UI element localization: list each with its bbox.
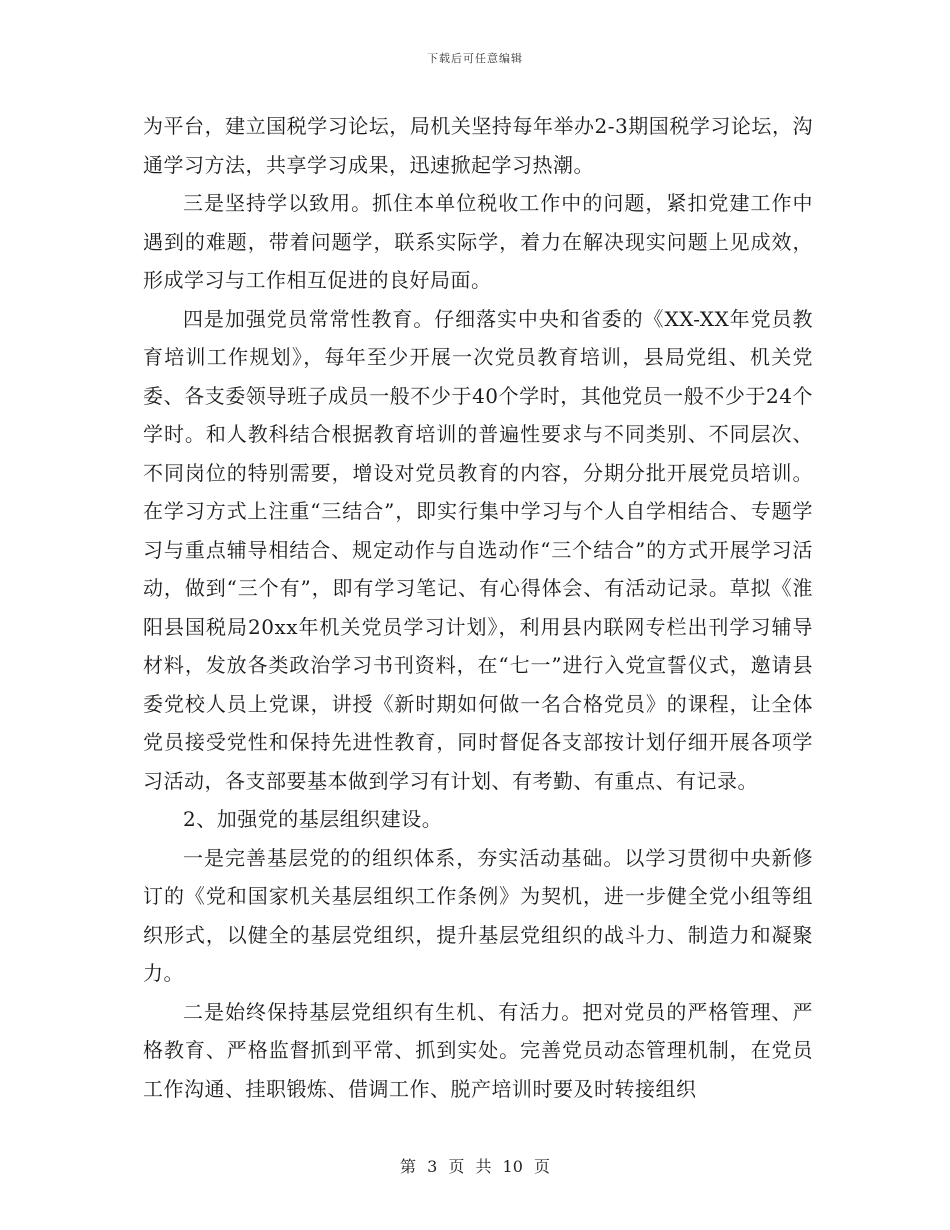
paragraph-5: 一是完善基层党的的组织体系，夯实活动基础。以学习贯彻中央新修订的《党和国家机关基层组织工作条例》为契机，进一步健全党小组等组织形式，以健全的基层党组织，提升基层党组织的战斗力、制造力和凝聚力。 (143, 845, 813, 985)
page-header: 下载后可任意编辑 (427, 52, 523, 65)
page-number: 第 3 页 共 10 页 (400, 1157, 550, 1176)
paragraph-6: 二是始终保持基层党组织有生机、有活力。把对党员的严格管理、严格教育、严格监督抓到平常、抓到实处。完善党员动态管理机制，在党员工作沟通、挂职锻炼、借调工作、脱产培训时要及时转接组织 (143, 999, 813, 1101)
paragraph-1: 为平台，建立国税学习论坛，局机关坚持每年举办2-3期国税学习论坛，沟通学习方法，共享学习成果，迅速掀起学习热潮。 (143, 114, 813, 177)
paragraph-2: 三是坚持学以致用。抓住本单位税收工作中的问题，紧扣党建工作中遇到的难题，带着问题学，联系实际学，着力在解决现实问题上见成效，形成学习与工作相互促进的良好局面。 (143, 191, 813, 292)
paragraph-4-heading: 2、加强党的基层组织建设。 (183, 807, 443, 831)
paragraph-3: 四是加强党员常常性教育。仔细落实中央和省委的《XX-XX年党员教育培训工作规划》，每年至少开展一次党员教育培训，县局党组、机关党委、各支委领导班子成员一般不少于40个学时，其他党员一般不少于24个学时。和人教科结合根据教育培训的普遍性要求与不同类别、不同层次、不同岗位的特别需要，增设对党员教育的内容，分期分批开展党员培训。在学习方式上注重“三结合”，即实行集中学习与个人自学相结合、专题学习与重点辅导相结合、规定动作与自选动作“三个结合”的方式开展学习活动，做到“三个有”，即有学习笔记、有心得体会、有活动记录。草拟《淮阳县国税局20xx年机关党员学习计划》，利用县内联网专栏出刊学习辅导材料，发放各类政治学习书刊资料，在“七一”进行入党宣誓仪式，邀请县委党校人员上党课，讲授《新时期如何做一名合格党员》的课程，让全体党员接受党性和保持先进性教育，同时督促各支部按计划仔细开展各项学习活动，各支部要基本做到学习有计划、有考勤、有重点、有记录。 (143, 306, 813, 793)
document-body (143, 107, 813, 1108)
